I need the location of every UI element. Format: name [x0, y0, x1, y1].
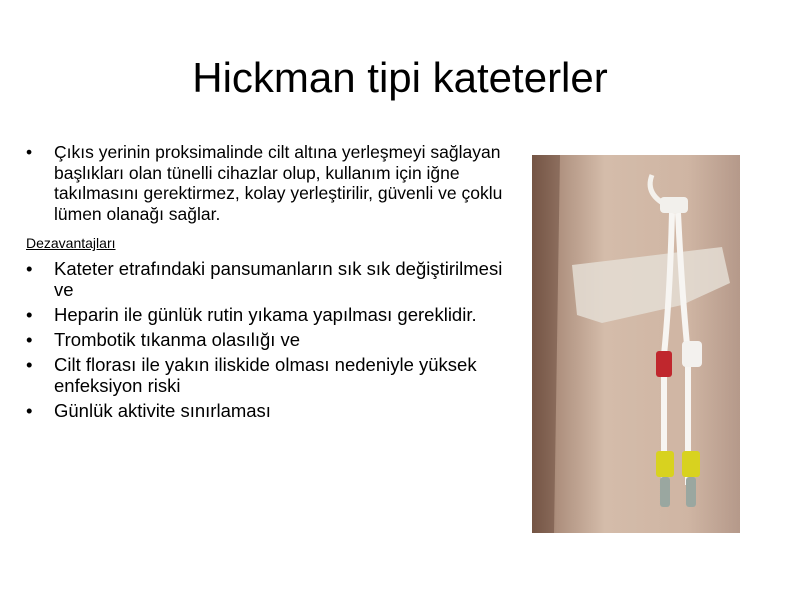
white-clamp	[682, 341, 702, 367]
bullet-marker: •	[26, 400, 33, 421]
catheter-hub	[660, 197, 688, 213]
bullet-intro	[26, 142, 506, 224]
disadvantages-heading: Dezavantajları	[26, 235, 116, 251]
bullet-item	[26, 329, 506, 350]
bullet-marker: •	[26, 142, 33, 162]
catheter-illustration	[532, 155, 740, 533]
bullet-item	[26, 354, 506, 396]
skin-background	[532, 155, 740, 533]
bullet-text: Günlük aktivite sınırlaması	[54, 400, 271, 421]
bullet-text: Çıkıs yerinin proksimalinde cilt altına yerleşmeyi sağlayan başlıkları olan tünelli cihazlar olup, kullanım için iğne takılmasını gerektirmez, kolay yerleştirilir, güvenli ve çoklu lümen olanağı sağlar.	[54, 142, 503, 224]
bullet-text: Trombotik tıkanma olasılığı ve	[54, 329, 301, 350]
bullet-text: Kateter etrafındaki pansumanların sık sık değiştirilmesi ve	[54, 258, 503, 300]
bullet-text: Heparin ile günlük rutin yıkama yapılması gereklidir.	[54, 304, 477, 325]
cap-right	[686, 477, 696, 507]
bullet-item	[26, 400, 506, 421]
slide-content	[26, 142, 506, 421]
catheter-photo	[532, 155, 740, 533]
bullet-item	[26, 304, 506, 325]
bullet-item	[26, 258, 506, 300]
bullet-marker: •	[26, 329, 33, 350]
cap-left	[660, 477, 670, 507]
yellow-connector-left	[656, 451, 674, 477]
bullet-text: Cilt florası ile yakın iliskide olması nedeniyle yüksek enfeksiyon riski	[54, 354, 477, 396]
slide-title: Hickman tipi kateterler	[192, 54, 608, 101]
bullet-marker: •	[26, 354, 33, 375]
yellow-connector-right	[682, 451, 700, 477]
bullet-marker: •	[26, 304, 33, 325]
red-clamp	[656, 351, 672, 377]
bullet-marker: •	[26, 258, 33, 279]
